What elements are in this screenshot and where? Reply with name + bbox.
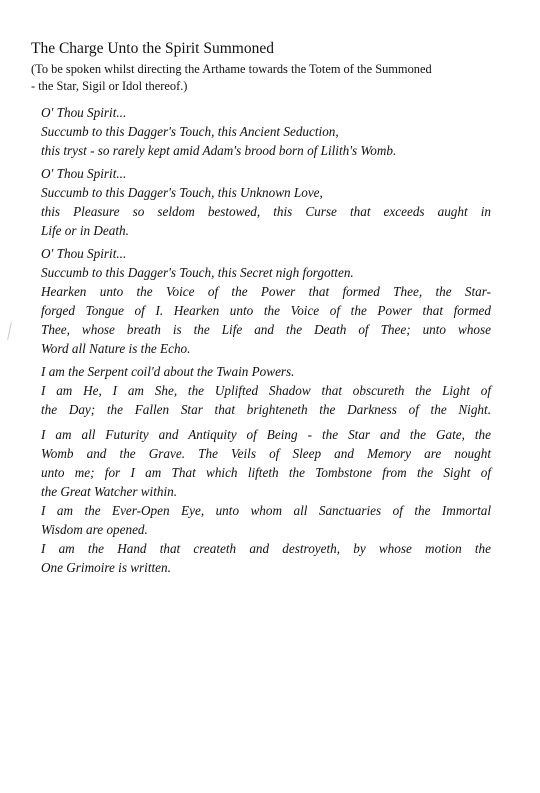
- verse-line: unto me; for I am That which lifteth the Tombstone from the Sight of: [41, 465, 491, 480]
- stanza-5: [41, 425, 491, 577]
- instruction-line: - the Star, Sigil or Idol thereof.): [31, 79, 188, 93]
- page-title: The Charge Unto the Spirit Summoned: [31, 40, 274, 57]
- verse-line: Hearken unto the Voice of the Power that formed Thee, the Star-: [41, 284, 491, 299]
- verse-line: Word all Nature is the Echo.: [41, 341, 191, 356]
- verse-line: Succumb to this Dagger's Touch, this Secret nigh forgotten.: [41, 265, 354, 280]
- verse-line: O' Thou Spirit...: [41, 166, 127, 181]
- stanza-2: [41, 164, 491, 240]
- verse-line: forged Tongue of I. Hearken unto the Voice of the Power that formed: [41, 303, 491, 318]
- verse-line: Succumb to this Dagger's Touch, this Ancient Seduction,: [41, 124, 339, 139]
- verse-line: this Pleasure so seldom bestowed, this Curse that exceeds aught in: [41, 204, 491, 219]
- verse-line: the Day; the Fallen Star that brighteneth the Darkness of the Night.: [41, 402, 491, 417]
- stanza-3: [41, 244, 491, 358]
- stanza-4: [41, 362, 491, 419]
- stanza-1: [41, 103, 491, 160]
- verse-line: Succumb to this Dagger's Touch, this Unknown Love,: [41, 185, 323, 200]
- verse-line: I am He, I am She, the Uplifted Shadow that obscureth the Light of: [41, 383, 491, 398]
- verse-line: O' Thou Spirit...: [41, 246, 127, 261]
- margin-mark: [7, 322, 12, 340]
- verse-line: Womb and the Grave. The Veils of Sleep and Memory are nought: [41, 446, 491, 461]
- verse-line: I am all Futurity and Antiquity of Being - the Star and the Gate, the: [41, 427, 491, 442]
- verse-line: this tryst - so rarely kept amid Adam's brood born of Lilith's Womb.: [41, 143, 397, 158]
- verse-line: O' Thou Spirit...: [41, 105, 127, 120]
- verse-line: Wisdom are opened.: [41, 522, 148, 537]
- verse-line: Thee, whose breath is the Life and the Death of Thee; unto whose: [41, 322, 491, 337]
- instruction-line: (To be spoken whilst directing the Arthame towards the Totem of the Summoned: [31, 62, 432, 76]
- verse-line: I am the Ever-Open Eye, unto whom all Sanctuaries of the Immortal: [41, 503, 491, 518]
- verse-line: I am the Hand that createth and destroyeth, by whose motion the: [41, 541, 491, 556]
- verse-line: the Great Watcher within.: [41, 484, 178, 499]
- instruction-note: [31, 61, 501, 95]
- verse-line: One Grimoire is written.: [41, 560, 171, 575]
- verse-line: I am the Serpent coil'd about the Twain Powers.: [41, 364, 295, 379]
- verse-line: Life or in Death.: [41, 223, 129, 238]
